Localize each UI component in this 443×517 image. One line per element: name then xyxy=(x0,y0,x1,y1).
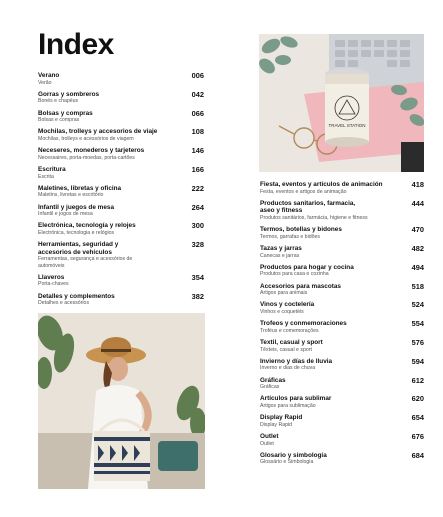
entry-title: Electrónica, tecnología y relojes xyxy=(38,222,136,230)
entry-subtitle: Electrónica, tecnologia e relógios xyxy=(38,229,115,236)
entry-subtitle: Bolsas e compras xyxy=(38,117,80,124)
entry-title: Display Rapid xyxy=(260,414,303,422)
index-entry[interactable] xyxy=(38,293,204,307)
index-entry[interactable] xyxy=(260,433,424,447)
entry-page-number: 354 xyxy=(191,272,204,282)
entry-page-number: 654 xyxy=(411,413,424,423)
entry-page-number: 444 xyxy=(411,198,424,208)
entry-title: Invierno y días de lluvia xyxy=(260,357,333,365)
entry-subtitle: Glossário e Simbologia xyxy=(260,459,314,466)
entry-page-number: 482 xyxy=(411,243,424,253)
index-entry[interactable] xyxy=(260,283,424,297)
entry-subtitle: Festa, eventos e artigos de animação xyxy=(260,188,347,195)
entry-subtitle: Termos, garrafas e bidões xyxy=(260,233,320,240)
index-entry[interactable] xyxy=(260,264,424,278)
entry-page-number: 612 xyxy=(411,375,424,385)
entry-title: Gorras y sombreros xyxy=(38,90,100,98)
index-entry[interactable] xyxy=(38,166,204,180)
entry-title: Maletines, libretas y oficina xyxy=(38,184,122,192)
entry-title: Mochilas, trolleys y accesorios de viaje xyxy=(38,128,158,136)
index-entry[interactable] xyxy=(38,185,204,199)
index-entry[interactable] xyxy=(38,274,204,288)
entry-title: Vinos y coctelería xyxy=(260,301,315,309)
entry-title: Infantil y juegos de mesa xyxy=(38,203,114,211)
entry-title: Glosario y simbología xyxy=(260,451,327,459)
entry-page-number: 576 xyxy=(411,337,424,347)
entry-subtitle: Inverno e dias de chuva xyxy=(260,365,316,372)
entry-title: Llaveros xyxy=(38,273,65,281)
index-entry[interactable] xyxy=(38,222,204,236)
entry-page-number: 328 xyxy=(191,240,204,250)
entry-title: Termos, botellas y bidones xyxy=(260,226,342,234)
entry-title: Gráficas xyxy=(260,376,286,384)
entry-page-number: 382 xyxy=(191,291,204,301)
entry-subtitle: Troféus e comemorações xyxy=(260,327,319,334)
index-entry[interactable] xyxy=(260,301,424,315)
index-entry[interactable] xyxy=(38,241,204,269)
entry-title: Outlet xyxy=(260,432,279,440)
entry-subtitle: Outlet xyxy=(260,440,274,447)
entry-subtitle: Infantil e jogos de mesa xyxy=(38,211,93,218)
entry-title: Artículos para sublimar xyxy=(260,395,332,403)
index-entry[interactable] xyxy=(38,91,204,105)
entry-title: Detalles y complementos xyxy=(38,292,115,300)
entry-page-number: 470 xyxy=(411,225,424,235)
entry-title: Accesorios para mascotas xyxy=(260,282,341,290)
entry-page-number: 146 xyxy=(191,146,204,156)
entry-page-number: 042 xyxy=(191,89,204,99)
cup-print-text: TRAVEL STATION xyxy=(328,123,366,128)
entry-subtitle: Maletins, livretas e escritório xyxy=(38,192,104,199)
entry-title: Productos sanitarios, farmacia, aseo y fitness xyxy=(260,199,356,215)
entry-page-number: 518 xyxy=(411,281,424,291)
index-entry[interactable] xyxy=(260,358,424,372)
index-entry[interactable] xyxy=(260,452,424,466)
index-entry[interactable] xyxy=(38,128,204,142)
index-entry[interactable] xyxy=(260,226,424,240)
product-photo-cup xyxy=(259,34,424,172)
index-entry[interactable] xyxy=(38,72,204,86)
entry-subtitle: Artigos para sublimação xyxy=(260,402,316,409)
entry-subtitle: Ferramentas, segurança e acessórios de automóveis xyxy=(38,256,133,269)
index-entry[interactable] xyxy=(38,110,204,124)
entry-subtitle: Gráficas xyxy=(260,384,280,391)
entry-page-number: 222 xyxy=(191,183,204,193)
entry-subtitle: Detalhes e acessórios xyxy=(38,300,90,307)
index-entry[interactable] xyxy=(260,395,424,409)
entry-subtitle: Porta-chaves xyxy=(38,281,69,288)
entry-page-number: 494 xyxy=(411,262,424,272)
entry-subtitle: Necessaires, porta-moedas, porta-cartões xyxy=(38,154,135,161)
index-entry[interactable] xyxy=(260,245,424,259)
entry-title: Verano xyxy=(38,72,60,79)
entry-title: Neceseres, monederos y tarjeteros xyxy=(38,147,145,155)
entry-page-number: 594 xyxy=(411,356,424,366)
entry-page-number: 676 xyxy=(411,431,424,441)
index-left-column xyxy=(38,72,204,306)
entry-subtitle: Artigos para animais xyxy=(260,290,308,297)
entry-title: Trofeos y conmemoraciones xyxy=(260,320,347,328)
entry-title: Tazas y jarras xyxy=(260,244,302,252)
page-title: Index xyxy=(38,28,114,61)
entry-subtitle: Verão xyxy=(38,79,52,86)
entry-page-number: 264 xyxy=(191,202,204,212)
lifestyle-photo-woman-bag xyxy=(38,313,205,489)
index-entry[interactable] xyxy=(38,147,204,161)
index-entry[interactable] xyxy=(260,339,424,353)
entry-page-number: 418 xyxy=(411,180,424,189)
entry-subtitle: Display Rapid xyxy=(260,421,293,428)
index-entry[interactable] xyxy=(260,200,424,221)
index-right-column xyxy=(260,181,424,466)
entry-subtitle: Bonés e chapéus xyxy=(38,98,79,105)
entry-subtitle: Escrita xyxy=(38,173,54,180)
entry-subtitle: Têxteis, casual e sport xyxy=(260,346,312,353)
entry-title: Productos para hogar y cocina xyxy=(260,263,354,271)
entry-page-number: 554 xyxy=(411,319,424,329)
index-entry[interactable] xyxy=(260,181,424,195)
entry-page-number: 108 xyxy=(191,127,204,137)
index-entry[interactable] xyxy=(38,204,204,218)
entry-page-number: 684 xyxy=(411,450,424,460)
entry-title: Bolsas y compras xyxy=(38,109,93,117)
entry-title: Fiesta, eventos y artículos de animación xyxy=(260,181,383,188)
index-entry[interactable] xyxy=(260,377,424,391)
entry-subtitle: Mochilas, trolleys e acessórios de viagem xyxy=(38,135,134,142)
entry-page-number: 166 xyxy=(191,164,204,174)
entry-subtitle: Produtos sanitários, farmácia, higiene e fitness xyxy=(260,214,368,221)
entry-page-number: 300 xyxy=(191,221,204,231)
entry-title: Textil, casual y sport xyxy=(260,338,323,346)
entry-page-number: 066 xyxy=(191,108,204,118)
entry-page-number: 620 xyxy=(411,394,424,404)
index-entry[interactable] xyxy=(260,414,424,428)
entry-title: Herramientas, seguridad y accesorios de vehículos xyxy=(38,241,119,256)
entry-title: Escritura xyxy=(38,165,66,173)
entry-subtitle: Canecas e jarras xyxy=(260,252,300,259)
entry-page-number: 524 xyxy=(411,300,424,310)
index-entry[interactable] xyxy=(260,320,424,334)
entry-subtitle: Produtos para casa e cozinha xyxy=(260,271,329,278)
entry-page-number: 006 xyxy=(191,71,204,80)
entry-subtitle: Vinhos e coquetéis xyxy=(260,308,304,315)
